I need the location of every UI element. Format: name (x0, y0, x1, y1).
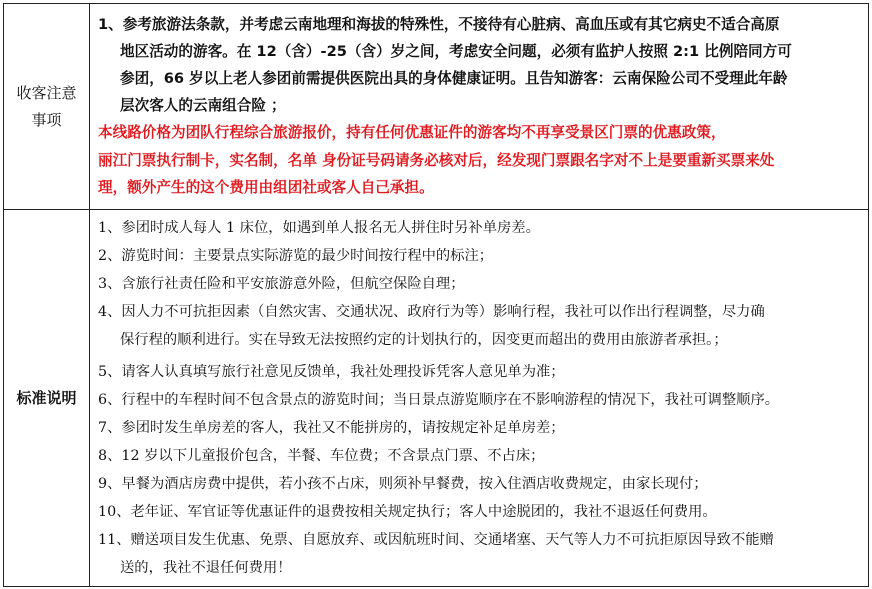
standard-line: 5、请客人认真填写旅行社意见反馈单，我社处理投诉凭客人意见单为准； (98, 364, 565, 380)
standard-line: 2、游览时间：主要景点实际游览的最少时间按行程中的标注； (98, 248, 494, 264)
notice-line: 层次客人的云南组合险 ； (120, 97, 286, 114)
standard-line: 7、参团时发生单房差的客人，我社又不能拼房的，请按规定补足单房差； (98, 420, 565, 436)
notice-label (4, 4, 90, 209)
standard-line: 送的，我社不退任何费用！ (120, 560, 292, 576)
standard-line: 4、因人力不可抗拒因素（自然灾害、交通状况、政府行为等）影响行程，我社可以作出行程调整，尽力确 (98, 304, 765, 320)
notice-red-line: 理，额外产生的这个费用由组团社或客人自己承担。 (98, 179, 434, 196)
notice-row (3, 3, 869, 210)
standard-line: 10、老年证、军官证等优惠证件的退费按相关规定执行；客人中途脱团的，我社不退返任何费用。 (98, 504, 717, 520)
standard-line: 3、含旅行社责任险和平安旅游意外险，但航空保险自理； (98, 276, 465, 292)
standard-line: 11、赠送项目发生优惠、免票、自愿放弃、或因航班时间、交通堵塞、天气等人力不可抗拒原因导致不能赠 (98, 532, 774, 548)
standard-row (3, 209, 869, 587)
notice-red-line: 本线路价格为团队行程综合旅游报价，持有任何优惠证件的游客均不再享受景区门票的优惠政策， (98, 124, 726, 141)
notice-line: 1、参考旅游法条款，并考虑云南地理和海拔的特殊性，不接待有心脏病、高血压或有其它病史不适合高原 (98, 16, 780, 33)
standard-line: 保行程的顺利进行。实在导致无法按照约定的计划执行的，因变更而超出的费用由旅游者承担。； (120, 332, 728, 348)
standard-label-text: 标准说明 (16, 388, 77, 407)
notice-label-line1: 收客注意 (16, 83, 77, 102)
standard-line: 6、行程中的车程时间不包含景点的游览时间；当日景点游览顺序在不影响游程的情况下，我社可调整顺序。 (98, 392, 780, 408)
notice-line: 地区活动的游客。在 12（含）-25（含）岁之间，考虑安全问题，必须有监护人按照 2:1 比例陪同方可 (120, 43, 792, 60)
notice-label-line2: 事项 (31, 110, 62, 129)
standard-line: 8、12 岁以下儿童报价包含，半餐、车位费；不含景点门票、不占床； (98, 448, 545, 464)
standard-line: 9、早餐为酒店房费中提供，若小孩不占床，则须补早餐费，按入住酒店收费规定，由家长现付； (98, 476, 708, 492)
notice-red-line: 丽江门票执行制卡，实名制，名单 身份证号码请务必核对后，经发现门票跟名字对不上是要重新买票来处 (98, 152, 775, 169)
notice-line: 参团，66 岁以上老人参团前需提供医院出具的身体健康证明。且告知游客：云南保险公司不受理此年龄 (120, 70, 788, 87)
standard-line: 1、参团时成人每人 1 床位，如遇到单人报名无人拼住时另补单房差。 (98, 220, 540, 236)
standard-label (4, 210, 90, 586)
